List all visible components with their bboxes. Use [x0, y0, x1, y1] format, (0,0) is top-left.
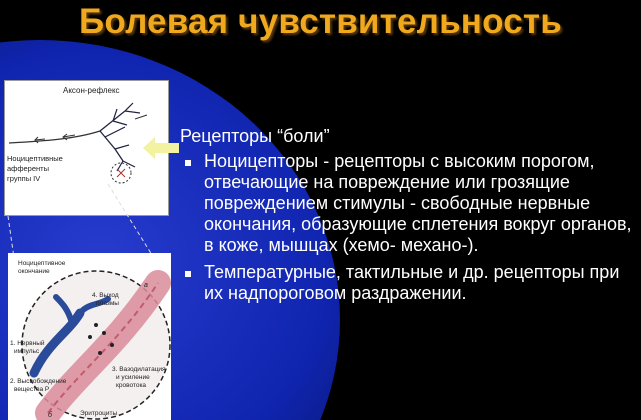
corner-label-b: б: [48, 412, 52, 419]
bullet-square-icon: [185, 271, 191, 277]
label-erythrocytes: Эритроциты: [80, 410, 118, 417]
afferent-label-line-2: афференты: [7, 164, 49, 173]
label-release-line-2: вещества Р: [14, 386, 50, 393]
axon-reflex-caption: Аксон-рефлекс: [63, 86, 120, 95]
label-exit-line-2: плазмы: [96, 300, 119, 307]
receptors-heading: Рецепторы “боли”: [180, 126, 330, 146]
label-impulse-line-1: 1. Нервный: [10, 340, 45, 347]
pointer-arrow-icon: [143, 137, 179, 164]
bullet-text: Ноцицепторы - рецепторы с высоким порогом, отвечающие на повреждение или грозящие повреждением стимулы - свободные нервные окончания, образующие сплетения вокруг органов, в коже, мышцах (хемо- механо-).: [204, 151, 632, 255]
bullet-list: [180, 151, 635, 304]
label-vaso-line-2: и усиление: [116, 374, 150, 381]
label-release-line-1: 2. Высвобождение: [10, 378, 67, 385]
bullet-square-icon: [185, 160, 191, 166]
nociceptor-diagram: [8, 253, 171, 420]
label-impulse-line-2: импульс: [14, 348, 40, 355]
main-text-block: [180, 126, 635, 310]
list-item: [180, 151, 635, 256]
corner-label-a: а: [144, 282, 148, 289]
label-nociceptive-line-1: Ноцицептивное: [18, 260, 66, 267]
label-exit-line-1: 4. Выход: [92, 292, 119, 299]
afferent-label-line-3: группы IV: [7, 174, 41, 183]
label-nociceptive-line-2: окончание: [18, 268, 50, 275]
label-vaso-line-1: 3. Вазодилатация: [112, 366, 166, 373]
slide-title: Болевая чувствительность: [79, 2, 562, 41]
list-item: [180, 262, 635, 304]
afferent-label-line-1: Ноцицептивные: [7, 154, 63, 163]
bullet-text: Температурные, тактильные и др. рецепторы при их надпороговом раздражении.: [204, 262, 620, 303]
label-vaso-line-3: кровотока: [116, 382, 147, 389]
nociceptor-figure: [8, 253, 171, 420]
